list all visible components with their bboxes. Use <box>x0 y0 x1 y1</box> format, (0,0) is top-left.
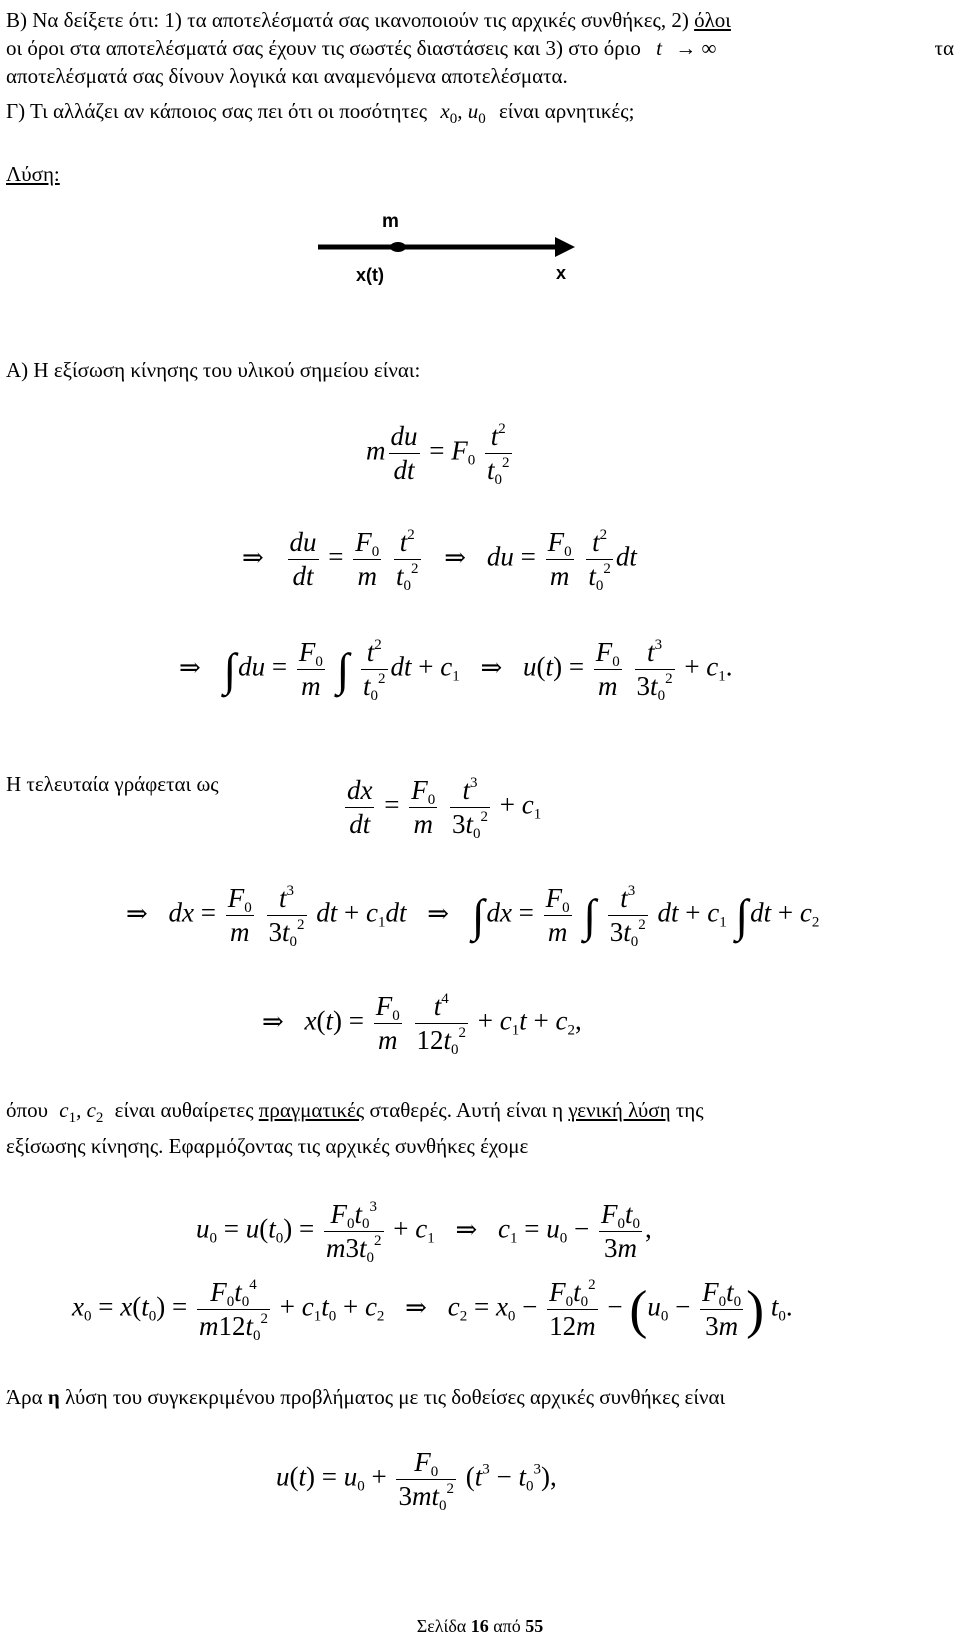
intro-line-4 <box>6 97 634 125</box>
equation-initial-u: $u_0 = u(t_0)$ = $\frac{F_0t_0^3}{m3t_0^2}$ + $c_1$ ⇒ $c_1 = u_0$ − $\frac{F_0t_0}{3m}$ , <box>196 1199 652 1266</box>
text-therefore-c: λύση του συγκεκριμένου προβλήματος με τις δοθείσες αρχικές συνθήκες είναι <box>65 1385 726 1409</box>
intro-line-4-end: είναι αρνητικές; <box>498 99 635 123</box>
intro-line-1 <box>6 6 731 34</box>
equation-motion: m $\frac{du}{dt}$ = $F_0$ $\frac{t^2}{t_0^2}$ <box>366 421 510 488</box>
text-where-d: της <box>675 1098 704 1122</box>
text-where-c: σταθερές. Αυτή είναι η <box>369 1098 564 1122</box>
equation-separation: ⇒ $\frac{du}{dt}$ = $\frac{F_0}{m}$ $\frac{t^2}{t_0^2}$ ⇒ du = $\frac{F_0}{m}$ $\frac{t^2}{t_0^2}$ dt <box>242 527 637 594</box>
solution-heading: Λύση: <box>6 162 60 186</box>
text-therefore-a: Άρα <box>6 1385 43 1409</box>
text-where-b: είναι αυθαίρετες <box>114 1098 254 1122</box>
constants-symbols: $c_1$, $c_2$ <box>59 1098 104 1126</box>
arrow-infinity: → ∞ <box>675 36 717 60</box>
text-where-underlined-1: πραγματικές <box>258 1098 365 1122</box>
intro-line-2-text: οι όροι στα αποτελέσματά σας έχουν τις σωστές διαστάσεις και 3) στο όριο <box>6 36 641 60</box>
mass-label: m <box>382 211 399 232</box>
intro-line-4-text: Γ) Τι αλλάζει αν κάποιος σας πει ότι οι ποσότητες <box>6 99 428 123</box>
equation-dx-dt: $\frac{dx}{dt}$ = $\frac{F_0}{m}$ $\frac{t^3}{3t_0^2}$ + $c_1$ <box>347 775 542 842</box>
text-therefore <box>6 1383 725 1411</box>
equation-x-solution: ⇒ x(t) = $\frac{F_0}{m}$ $\frac{t^4}{12t_0^2}$ + $c_1t + c_2$, <box>262 991 582 1058</box>
text-where-underlined-2: γενική λύση <box>568 1098 671 1122</box>
equation-integration-u: ⇒ ∫du = $\frac{F_0}{m}$ ∫ $\frac{t^2}{t_0^2}$ dt + $c_1$ ⇒ u(t) = $\frac{F_0}{m}$ $\frac{t^3}{3t_0^2}$ + $c_1$. <box>179 637 733 704</box>
position-label: x(t) <box>356 265 384 285</box>
intro-line-3: αποτελέσματά σας δίνουν λογικά και αναμενόμενα αποτελέσματα. <box>6 64 568 88</box>
footer-prefix: Σελίδα <box>416 1616 467 1636</box>
intro-line-1-text: Β) Να δείξετε ότι: 1) τα αποτελέσματά σας ικανοποιούν τις αρχικές συνθήκες, 2) <box>6 8 689 32</box>
text-apply-conditions: εξίσωσης κίνησης. Εφαρμόζοντας τις αρχικές συνθήκες έχομε <box>6 1134 529 1158</box>
part-a-text: Α) Η εξίσωση κίνησης του υλικού σημείου είναι: <box>6 358 421 382</box>
footer-page-number: 16 <box>470 1616 489 1636</box>
equation-final-u: $u(t) = u_0$ + $\frac{F_0}{3mt_0^2}$ $(t^3 - t_0^3)$, <box>276 1447 557 1514</box>
intro-line-1-underlined: όλοι <box>694 8 731 32</box>
text-where-a: όπου <box>6 1098 48 1122</box>
text-last-written: Η τελευταία γράφεται ως <box>6 772 219 796</box>
equation-integration-x: ⇒ dx = $\frac{F_0}{m}$ $\frac{t^3}{3t_0^2}$ dt + $c_1dt$ ⇒ ∫dx = $\frac{F_0}{m}$ ∫ $\frac{t^3}{3t_0^2}$ dt + $c_1$ $\int dt + c_2$ <box>126 883 820 950</box>
footer-middle: από <box>493 1616 521 1636</box>
axis-label: x <box>556 263 567 283</box>
quantities-symbols: $x_0$, $u_0$ <box>440 99 486 127</box>
motion-diagram <box>300 211 610 295</box>
intro-line-2-end: τα <box>934 36 954 60</box>
limit-variable: t <box>656 36 663 60</box>
text-therefore-bold: η <box>47 1385 60 1409</box>
intro-line-2 <box>6 34 954 62</box>
page-footer <box>0 1616 960 1637</box>
text-where-constants <box>6 1096 704 1124</box>
equation-initial-x: $x_0 = x(t_0)$ = $\frac{F_0t_0^4}{m12t_0^2}$ + $c_1t_0 + c_2$ ⇒ $c_2 = x_0$ − $\frac{F_0t_0^2}{12m}$ − ($u_0$ − $\frac{F_0t_0}{3m}$ ) $t_0$. <box>72 1277 793 1344</box>
footer-total-pages: 55 <box>525 1616 544 1636</box>
